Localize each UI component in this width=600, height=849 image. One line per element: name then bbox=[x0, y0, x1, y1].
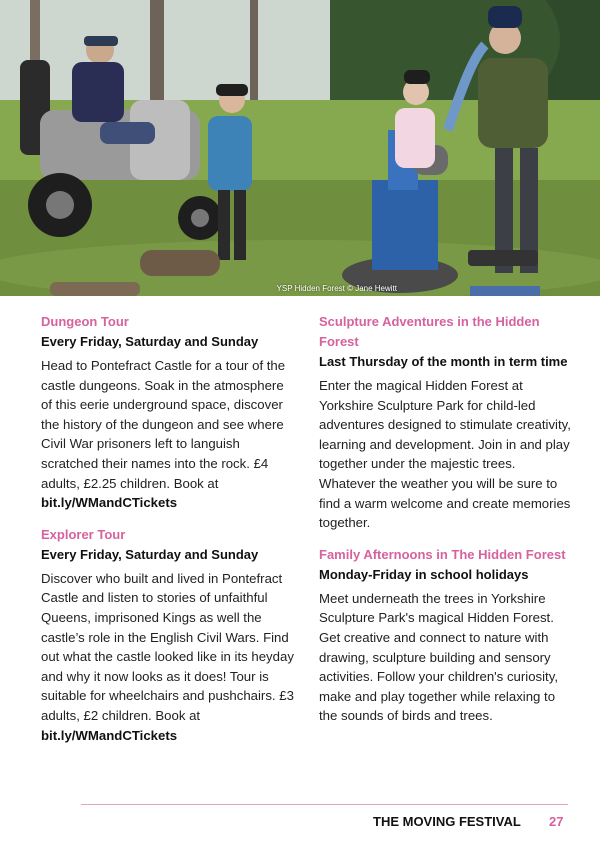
footer-title: THE MOVING FESTIVAL bbox=[373, 814, 521, 829]
dungeon-tour-body: Head to Pontefract Castle for a tour of the castle dungeons. Soak in the atmosphere of this eerie underground space, discover the history of the dungeon and see where Civil War prisoners left to languish scratched their names into the rock. £4 adults, £2.25 children. Book at bbox=[41, 358, 286, 491]
right-column bbox=[319, 312, 575, 738]
dungeon-tour-title: Dungeon Tour bbox=[41, 314, 129, 329]
photo-illustration bbox=[0, 0, 600, 296]
dungeon-tour-description bbox=[41, 356, 296, 513]
sculpture-adventures-title: Sculpture Adventures in the Hidden Forest bbox=[319, 314, 540, 349]
page-number: 27 bbox=[549, 814, 564, 829]
explorer-tour-title: Explorer Tour bbox=[41, 526, 126, 542]
dungeon-tour-schedule: Every Friday, Saturday and Sunday bbox=[41, 334, 259, 349]
family-afternoons-description: Meet underneath the trees in Yorkshire Sculpture Park's magical Hidden Forest. Get creative and connect to nature with drawing, sculpture building and sensory activities. Follow your children's curiosity, make and play together while relaxing to the sounds of birds and trees. bbox=[319, 590, 558, 724]
family-afternoons-title: Family Afternoons in The Hidden Forest bbox=[319, 546, 566, 562]
photo-credit: YSP Hidden Forest © Jane Hewitt bbox=[276, 284, 397, 293]
explorer-tour-description bbox=[41, 569, 296, 745]
family-afternoons-schedule: Monday-Friday in school holidays bbox=[319, 566, 529, 582]
explorer-tour-booking-link[interactable]: bit.ly/WMandCTickets bbox=[41, 727, 178, 743]
dungeon-tour-booking-link[interactable]: bit.ly/WMandCTickets bbox=[41, 495, 178, 511]
footer-divider bbox=[81, 804, 568, 805]
sculpture-adventures-schedule: Last Thursday of the month in term time bbox=[319, 354, 568, 369]
left-column bbox=[41, 312, 296, 757]
sculpture-adventures-description: Enter the magical Hidden Forest at Yorkshire Sculpture Park for child-led adventures designed to stimulate creativity, learning and development. Join in and play together under the majestic trees. Whatever the weather you will be sure to find a warm welcome and create memories together. bbox=[319, 378, 571, 531]
explorer-tour-body: Discover who built and lived in Pontefract Castle and listen to stories of unfaithful Queens, imprisoned Kings as well the castle’s role in the English Civil Wars. Find out what the castle looked like in its heyday and why it now looks as it does! Tour is suitable for wheelchairs and pushchairs. £3 adults, £2 children. Book at bbox=[41, 570, 294, 723]
explorer-tour-schedule: Every Friday, Saturday and Sunday bbox=[41, 546, 259, 562]
hero-photo bbox=[0, 0, 600, 296]
